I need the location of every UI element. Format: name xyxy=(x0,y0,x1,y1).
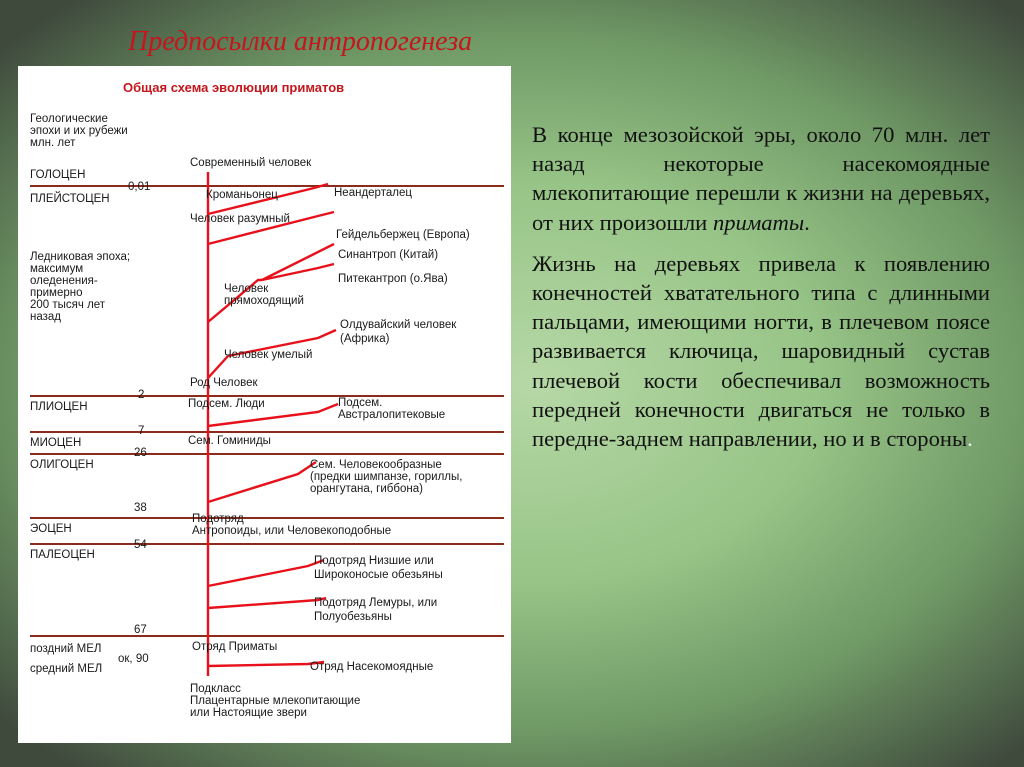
taxon-erectus-1: Человек xyxy=(224,283,269,295)
epoch-middle-cretaceous: средний МЕЛ xyxy=(30,663,103,675)
boundary-label-67: 67 xyxy=(134,624,147,636)
epoch-pleistocene: ПЛЕЙСТОЦЕН xyxy=(30,193,110,205)
paragraph-1-main: В конце мезозойской эры, около 70 млн. лет назад некоторые насекомоядные млекопитающие перешли к жизни на деревьях, от них произошли xyxy=(532,122,990,235)
taxon-platyrrhini-2: Широконосые обезьяны xyxy=(314,569,443,581)
taxon-genus-homo: Род Человек xyxy=(190,377,258,389)
paragraph-1-end: . xyxy=(804,209,810,235)
taxon-pithecanthropus: Питекантроп (о.Ява) xyxy=(338,273,448,285)
taxon-sinanthropus: Синантроп (Китай) xyxy=(338,249,439,261)
epoch-late-cretaceous: поздний МЕЛ xyxy=(30,643,102,655)
taxon-habilis: Человек умелый xyxy=(224,349,313,361)
diagram-canvas xyxy=(18,66,511,743)
boundary-label-26: 26 xyxy=(134,447,147,459)
epoch-miocene: МИОЦЕН xyxy=(30,437,82,449)
taxon-australopithecines-1: Подсем. xyxy=(338,397,383,409)
epoch-glacial-6: назад xyxy=(30,311,61,323)
taxon-heidelberg: Гейдельбержец (Европа) xyxy=(336,229,470,241)
taxon-placentals-2: Плацентарные млекопитающие xyxy=(190,695,361,707)
taxon-great-apes-2: (предки шимпанзе, гориллы, xyxy=(310,471,463,483)
epoch-glacial-5: 200 тысяч лет xyxy=(30,299,106,311)
taxon-placentals-1: Подкласс xyxy=(190,683,241,695)
epoch-glacial-4: примерно xyxy=(30,287,83,299)
primate-evolution-diagram xyxy=(18,66,511,743)
epoch-glacial-1: Ледниковая эпоха; xyxy=(30,251,131,263)
branch-pithecanthropus xyxy=(262,264,334,280)
taxon-lemurs-1: Подотряд Лемуры, или xyxy=(314,597,438,609)
taxon-neanderthal: Неандерталец xyxy=(334,187,412,199)
boundary-label-0-01: 0,01 xyxy=(128,181,151,193)
taxon-homo-sapiens: Человек разумный xyxy=(190,213,290,225)
epoch-pliocene: ПЛИОЦЕН xyxy=(30,401,88,413)
slide-title: Предпосылки антропогенеза xyxy=(128,26,473,57)
taxon-modern-man: Современный человек xyxy=(190,157,312,169)
boundary-label-7: 7 xyxy=(138,425,145,437)
taxon-erectus-2: прямоходящий xyxy=(224,295,304,307)
boundary-label-38: 38 xyxy=(134,502,147,514)
branch-sinanthropus xyxy=(262,244,334,280)
boundary-label-54: 54 xyxy=(134,539,147,551)
taxon-hominids: Сем. Гоминиды xyxy=(188,435,271,447)
taxon-anthropoids-1: Подотряд xyxy=(192,513,244,525)
diagram-title: Общая схема эволюции приматов xyxy=(123,80,345,95)
taxon-olduvai-1: Олдувайский человек xyxy=(340,319,457,331)
epoch-glacial-3: оледенения- xyxy=(30,275,98,287)
taxon-anthropoids-2: Антропоиды, или Человекоподобные xyxy=(192,525,392,537)
branch-platyrrhini xyxy=(208,560,324,586)
taxon-lemurs-2: Полуобезьяны xyxy=(314,611,392,623)
branch-great-apes xyxy=(208,462,316,502)
epoch-glacial-2: максимум xyxy=(30,263,84,275)
branch-lemurs xyxy=(208,598,326,608)
boundary-label-90: ок, 90 xyxy=(118,653,149,665)
boundary-label-2: 2 xyxy=(138,389,145,401)
legend-line-2: эпохи и их рубежи xyxy=(30,125,128,137)
taxon-insectivores: Отряд Насекомоядные xyxy=(310,661,434,673)
epoch-paleocene: ПАЛЕОЦЕН xyxy=(30,549,95,561)
taxon-australopithecines-2: Австралопитековые xyxy=(338,409,446,421)
paragraph-2 xyxy=(532,249,990,453)
legend-line-3: млн. лет xyxy=(30,137,76,149)
taxon-cromagnon: Кроманьонец xyxy=(206,189,278,201)
epoch-oligocene: ОЛИГОЦЕН xyxy=(30,459,94,471)
taxon-great-apes-3: орангутана, гиббона) xyxy=(310,483,423,495)
description-text xyxy=(532,120,990,465)
paragraph-1 xyxy=(532,120,990,237)
branch-insectivores xyxy=(208,662,324,666)
paragraph-1-emphasis: приматы xyxy=(712,209,805,235)
taxon-primates: Отряд Приматы xyxy=(192,641,278,653)
taxon-placentals-3: или Настоящие звери xyxy=(190,707,307,719)
paragraph-2-main: Жизнь на деревьях привела к появлению конечностей хватательного типа с длинными пальцами, имеющими ногти, в плечевом поясе развивается ключица, шаровидный сустав плечевой кости обеспечивал возможность передней конечности двигаться не только в передне-заднем направлении, но и в стороны xyxy=(532,250,990,452)
taxon-olduvai-2: (Африка) xyxy=(340,333,390,345)
paragraph-2-end: . xyxy=(967,426,973,452)
taxon-platyrrhini-1: Подотряд Низшие или xyxy=(314,555,434,567)
taxon-great-apes-1: Сем. Человекообразные xyxy=(310,459,442,471)
taxon-subfamily-people: Подсем. Люди xyxy=(188,398,265,410)
epoch-eocene: ЭОЦЕН xyxy=(30,523,72,535)
legend-line-1: Геологические xyxy=(30,113,108,125)
epoch-holocene: ГОЛОЦЕН xyxy=(30,169,86,181)
